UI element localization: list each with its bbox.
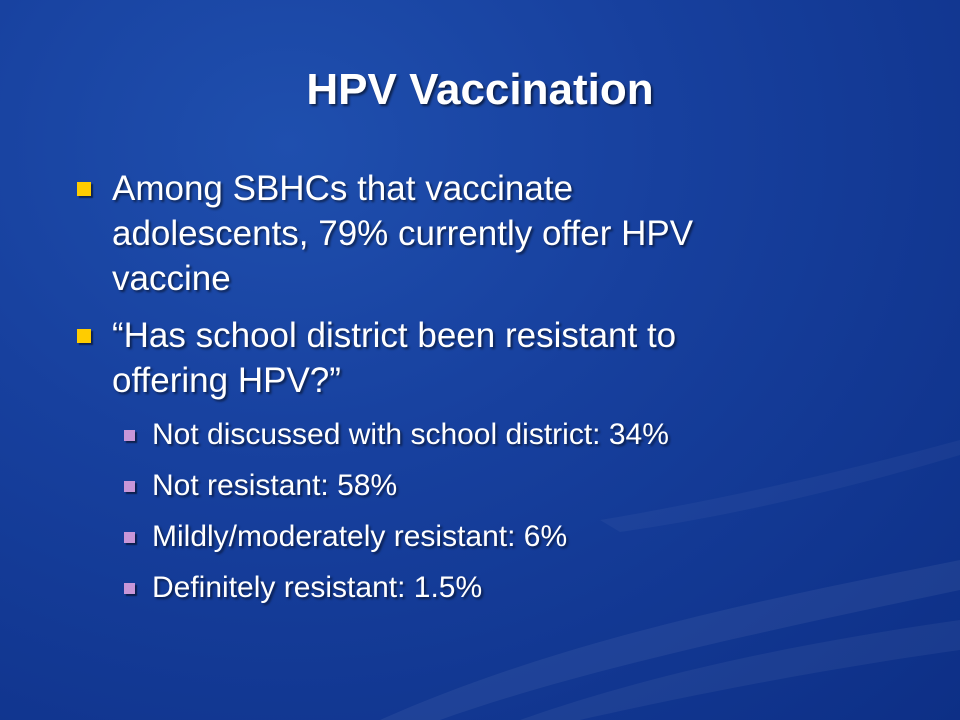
sub-bullet-text: Definitely resistant: 1.5%	[152, 571, 483, 604]
square-bullet-icon	[77, 182, 91, 196]
bullet-list	[72, 166, 912, 619]
square-bullet-icon	[77, 329, 91, 343]
sub-bullet-text: Not discussed with school district: 34%	[152, 418, 669, 451]
bullet-line: Among SBHCs that vaccinate	[112, 169, 574, 208]
bullet-line: “Has school district been resistant to	[112, 316, 677, 355]
sub-bullet-not-discussed	[72, 415, 912, 455]
bullet-line: offering HPV?”	[112, 361, 341, 400]
sub-bullet-text: Not resistant: 58%	[152, 469, 398, 502]
sub-bullet-mildly-resistant	[72, 517, 912, 557]
sub-bullet-text: Mildly/moderately resistant: 6%	[152, 520, 568, 553]
square-bullet-icon	[124, 583, 135, 594]
square-bullet-icon	[124, 532, 135, 543]
bullet-line: vaccine	[112, 259, 231, 298]
sub-bullet-definitely-resistant	[72, 568, 912, 608]
bullet-item-offer-hpv	[72, 166, 912, 301]
sub-bullet-list	[72, 415, 912, 608]
square-bullet-icon	[124, 430, 135, 441]
bullet-item-district-resistance	[72, 313, 912, 403]
square-bullet-icon	[124, 481, 135, 492]
sub-bullet-not-resistant	[72, 466, 912, 506]
slide-title: HPV Vaccination	[306, 65, 654, 114]
bullet-line: adolescents, 79% currently offer HPV	[112, 214, 694, 253]
